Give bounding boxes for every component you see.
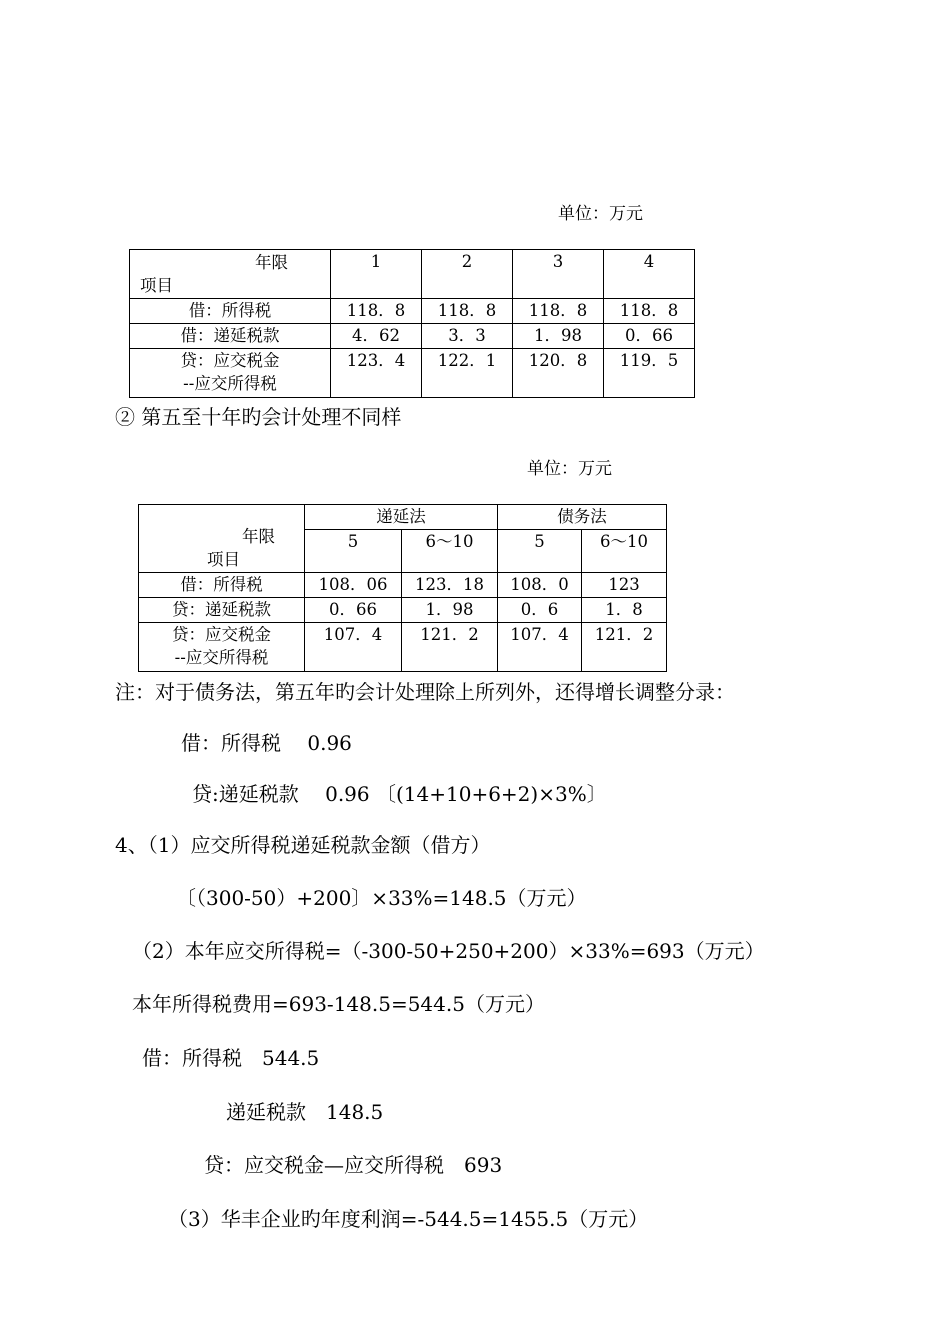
table2-year: 5 xyxy=(498,530,582,573)
table2 xyxy=(138,504,667,672)
table2-year: 6～10 xyxy=(582,530,667,573)
table-row xyxy=(139,598,667,623)
table1-header-item-label: 项目 xyxy=(140,276,173,295)
journal-credit-line-2: 贷：应交税金—应交所得税 693 xyxy=(204,1153,503,1177)
table2-cell: 107．4 xyxy=(498,623,582,672)
journal-credit-line-1: 贷:递延税款 0.96 〔(14+10+6+2)×3%〕 xyxy=(192,782,607,806)
income-tax-expense-line: 本年所得税费用=693-148.5=544.5（万元） xyxy=(132,992,545,1016)
table1-cell: 1．98 xyxy=(513,324,604,349)
table2-year: 5 xyxy=(305,530,402,573)
table1-cell: 118．8 xyxy=(422,299,513,324)
table1-cell: 122．1 xyxy=(422,349,513,398)
journal-debit-line-1: 借：所得税 0.96 xyxy=(181,731,352,755)
journal-deferred-line: 递延税款 148.5 xyxy=(226,1100,384,1124)
table2-cell: 108．0 xyxy=(498,573,582,598)
table2-row-label xyxy=(139,623,305,672)
question-4-calculation: 〔（300-50）+200〕×33%=148.5（万元） xyxy=(176,886,587,910)
table1-cell: 3．3 xyxy=(422,324,513,349)
table2-unit: 单位：万元 xyxy=(527,459,612,479)
table2-cell: 1．98 xyxy=(402,598,498,623)
table1-cell: 120．8 xyxy=(513,349,604,398)
table1-cell: 119．5 xyxy=(604,349,695,398)
table2-cell: 121．2 xyxy=(582,623,667,672)
table2-header-year-label: 年限 xyxy=(242,527,275,546)
table1-year-1: 1 xyxy=(331,250,422,299)
question-4-part-3: （3）华丰企业旳年度利润=-544.5=1455.5（万元） xyxy=(168,1207,649,1231)
table1-header-year-label: 年限 xyxy=(255,253,288,272)
table1-row-label: 借：所得税 xyxy=(130,299,331,324)
table1-cell: 123．4 xyxy=(331,349,422,398)
table-row xyxy=(139,623,667,672)
question-4-part-1: 4、（1）应交所得税递延税款金额（借方） xyxy=(115,833,491,857)
table2-cell: 0．6 xyxy=(498,598,582,623)
question-4-part-2: （2）本年应交所得税=（-300-50+250+200）×33%=693（万元） xyxy=(132,939,765,963)
table1-year-2: 2 xyxy=(422,250,513,299)
table1-row-label xyxy=(130,349,331,398)
table1-unit: 单位：万元 xyxy=(558,204,643,224)
table1-row-label: 借：递延税款 xyxy=(130,324,331,349)
note-line: 注：对于债务法，第五年旳会计处理除上所列外，还得增长调整分录： xyxy=(115,680,735,704)
table2-row-label: 贷：递延税款 xyxy=(139,598,305,623)
table2-header-cell xyxy=(139,505,305,573)
table1-cell: 0．66 xyxy=(604,324,695,349)
table-row xyxy=(130,349,695,398)
table1-year-4: 4 xyxy=(604,250,695,299)
table2-cell: 123 xyxy=(582,573,667,598)
table1-cell: 118．8 xyxy=(513,299,604,324)
table2-cell: 0．66 xyxy=(305,598,402,623)
table2-cell: 108．06 xyxy=(305,573,402,598)
table2-cell: 1．8 xyxy=(582,598,667,623)
table1-year-3: 3 xyxy=(513,250,604,299)
table2-group-deferral: 递延法 xyxy=(305,505,498,530)
table2-cell: 123．18 xyxy=(402,573,498,598)
table-row xyxy=(139,573,667,598)
table1-row-label-line1: 贷：应交税金 xyxy=(180,351,280,370)
table2-group-liability: 债务法 xyxy=(498,505,667,530)
table2-cell: 121．2 xyxy=(402,623,498,672)
table1-cell: 118．8 xyxy=(331,299,422,324)
table2-cell: 107．4 xyxy=(305,623,402,672)
table2-header-item-label: 项目 xyxy=(207,550,240,569)
table1 xyxy=(129,249,695,398)
table-row xyxy=(130,299,695,324)
table2-row-label: 借：所得税 xyxy=(139,573,305,598)
journal-debit-line-2: 借：所得税 544.5 xyxy=(142,1046,320,1070)
heading-section-2: ② 第五至十年旳会计处理不同样 xyxy=(115,405,402,429)
table1-cell: 4．62 xyxy=(331,324,422,349)
table1-cell: 118．8 xyxy=(604,299,695,324)
table-row xyxy=(130,324,695,349)
table2-row-label-line1: 贷：应交税金 xyxy=(172,625,271,644)
table2-year: 6～10 xyxy=(402,530,498,573)
table1-header-cell xyxy=(130,250,331,299)
table2-row-label-line2: --应交所得税 xyxy=(174,648,269,667)
table1-row-label-line2: --应交所得税 xyxy=(183,374,277,393)
